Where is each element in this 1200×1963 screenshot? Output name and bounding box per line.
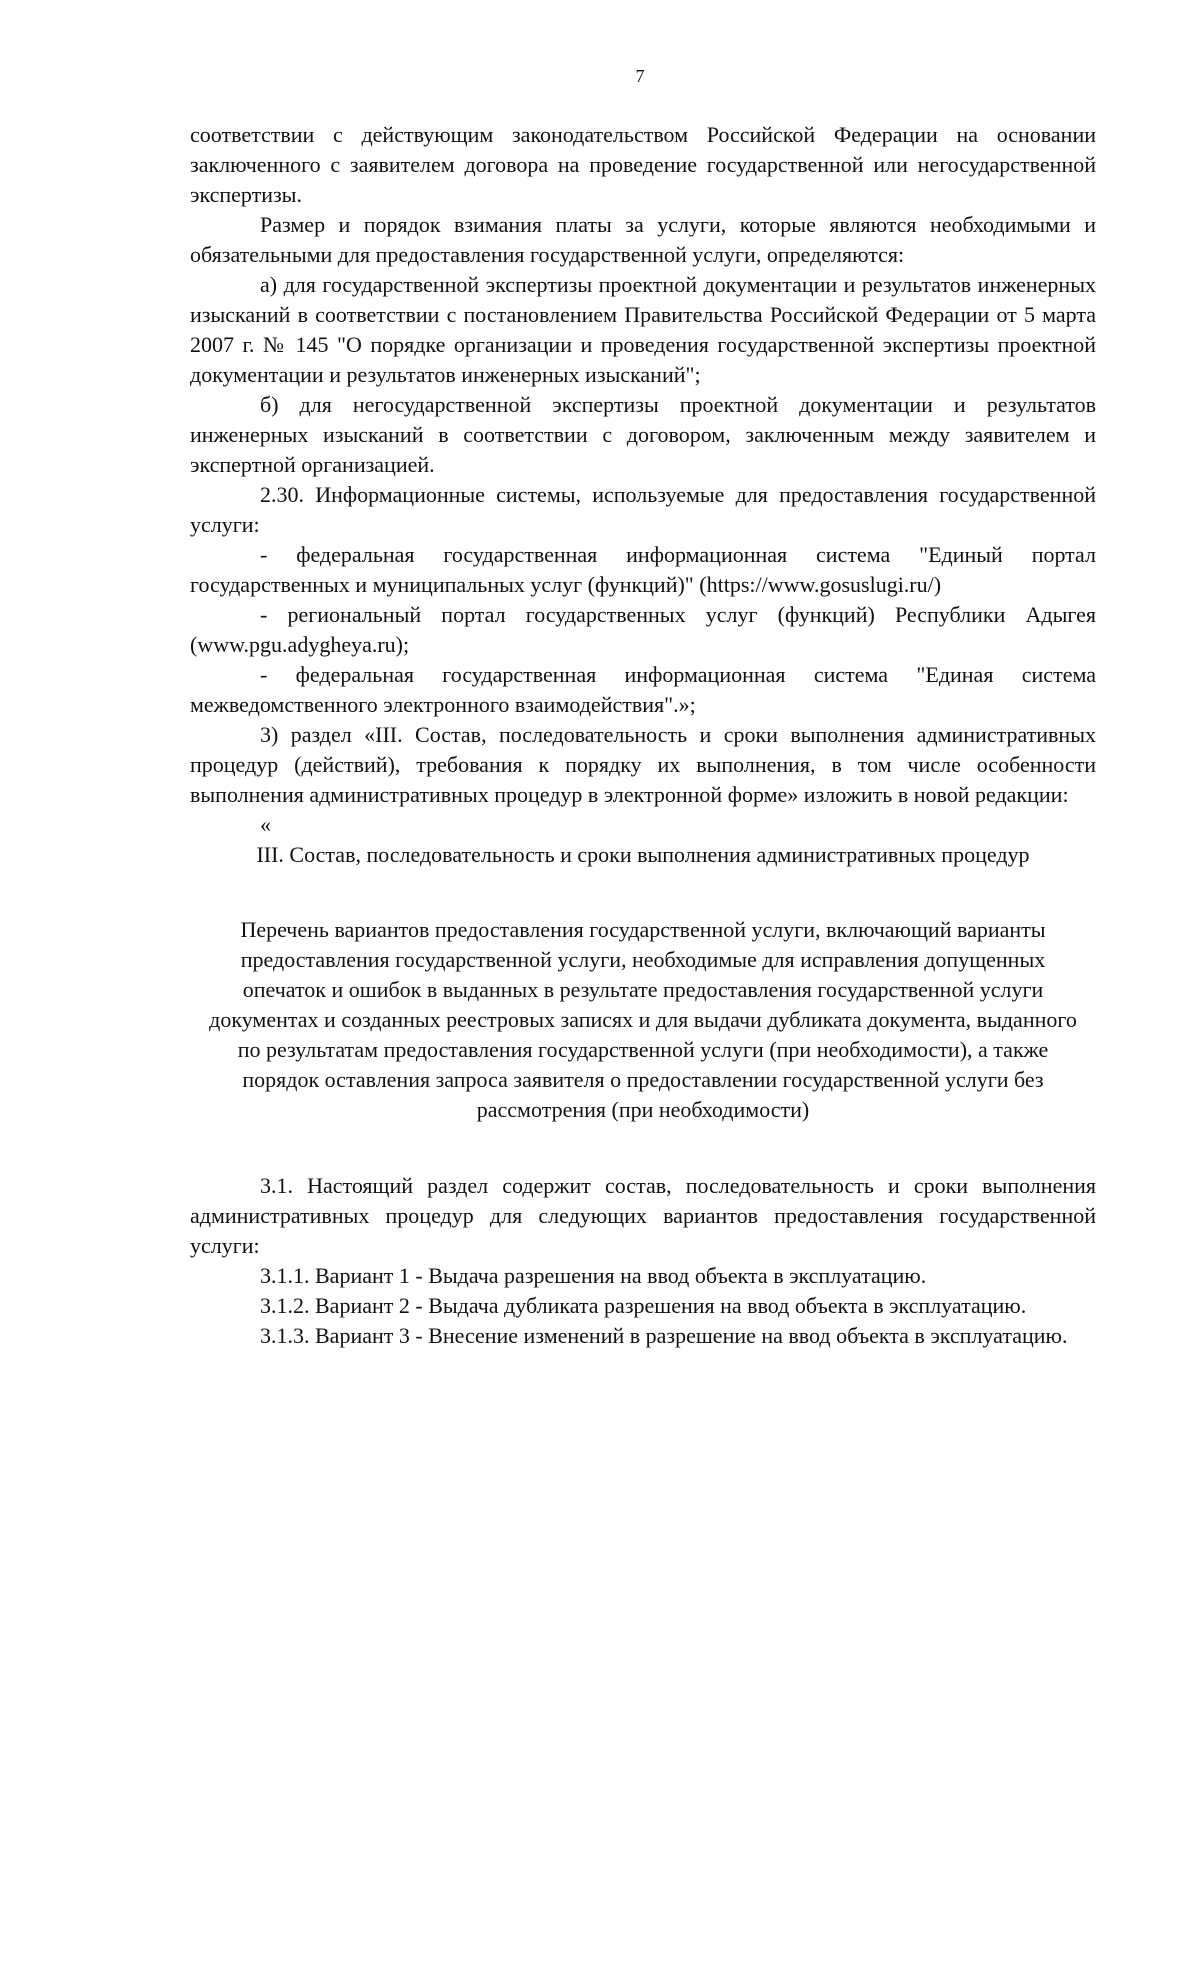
- paragraph-smev: - федеральная государственная информационная система "Единая система межведомственного электронного взаимодействия".»;: [190, 662, 1096, 717]
- spacer: [190, 1125, 1096, 1171]
- paragraph-gosuslugi: - федеральная государственная информационная система "Единый портал государственных и муниципальных услуг (функций)" (https://www.gosuslugi.ru/): [190, 542, 1096, 597]
- clause-3-1: 3.1. Настоящий раздел содержит состав, последовательность и сроки выполнения административных процедур для следующих вариантов предоставления государственной услуги:: [190, 1173, 1096, 1258]
- document-body: [190, 120, 1096, 1351]
- page-number: 7: [635, 66, 645, 86]
- paragraph-regional-portal: - региональный портал государственных услуг (функций) Республики Адыгея (www.pgu.adygheya.ru);: [190, 602, 1096, 657]
- spacer: [190, 870, 1096, 915]
- clause-3-1-3: 3.1.3. Вариант 3 - Внесение изменений в разрешение на ввод объекта в эксплуатацию.: [260, 1323, 1068, 1348]
- paragraph-item-a: а) для государственной экспертизы проектной документации и результатов инженерных изысканий в соответствии с постановлением Правительства Российской Федерации от 5 марта 2007 г. № 145 "О порядке организации и проведения государственной экспертизы проектной документации и результатов инженерных изысканий";: [190, 272, 1096, 387]
- clause-3-1-1: 3.1.1. Вариант 1 - Выдача разрешения на ввод объекта в эксплуатацию.: [260, 1263, 927, 1288]
- opening-quote: «: [260, 812, 271, 837]
- paragraph-item-b: б) для негосударственной экспертизы проектной документации и результатов инженерных изысканий в соответствии с договором, заключенным между заявителем и экспертной организацией.: [190, 392, 1096, 477]
- section-subheading: Перечень вариантов предоставления государственной услуги, включающий варианты предоставления государственной услуги, необходимые для исправления допущенных опечаток и ошибок в выданных в результате предоставления государственной услуги документах и созданных реестровых записях и для выдачи дубликата документа, выданного по результатам предоставления государственной услуги (при необходимости), а также порядок оставления запроса заявителя о предоставлении государственной услуги без рассмотрения (при необходимости): [209, 917, 1077, 1122]
- paragraph-section-3: 3) раздел «III. Состав, последовательность и сроки выполнения административных процедур (действий), требования к порядку их выполнения, в том числе особенности выполнения административных процедур в электронной форме» изложить в новой редакции:: [190, 722, 1096, 807]
- clause-3-1-2: 3.1.2. Вариант 2 - Выдача дубликата разрешения на ввод объекта в эксплуатацию.: [260, 1293, 1027, 1318]
- paragraph-continuation: соответствии с действующим законодательством Российской Федерации на основании заключенного с заявителем договора на проведение государственной или негосударственной экспертизы.: [190, 122, 1096, 207]
- paragraph-fee-order: Размер и порядок взимания платы за услуги, которые являются необходимыми и обязательными для предоставления государственной услуги, определяются:: [190, 212, 1096, 267]
- paragraph-2-30: 2.30. Информационные системы, используемые для предоставления государственной услуги:: [190, 482, 1096, 537]
- section-heading: III. Состав, последовательность и сроки выполнения административных процедур: [256, 842, 1030, 867]
